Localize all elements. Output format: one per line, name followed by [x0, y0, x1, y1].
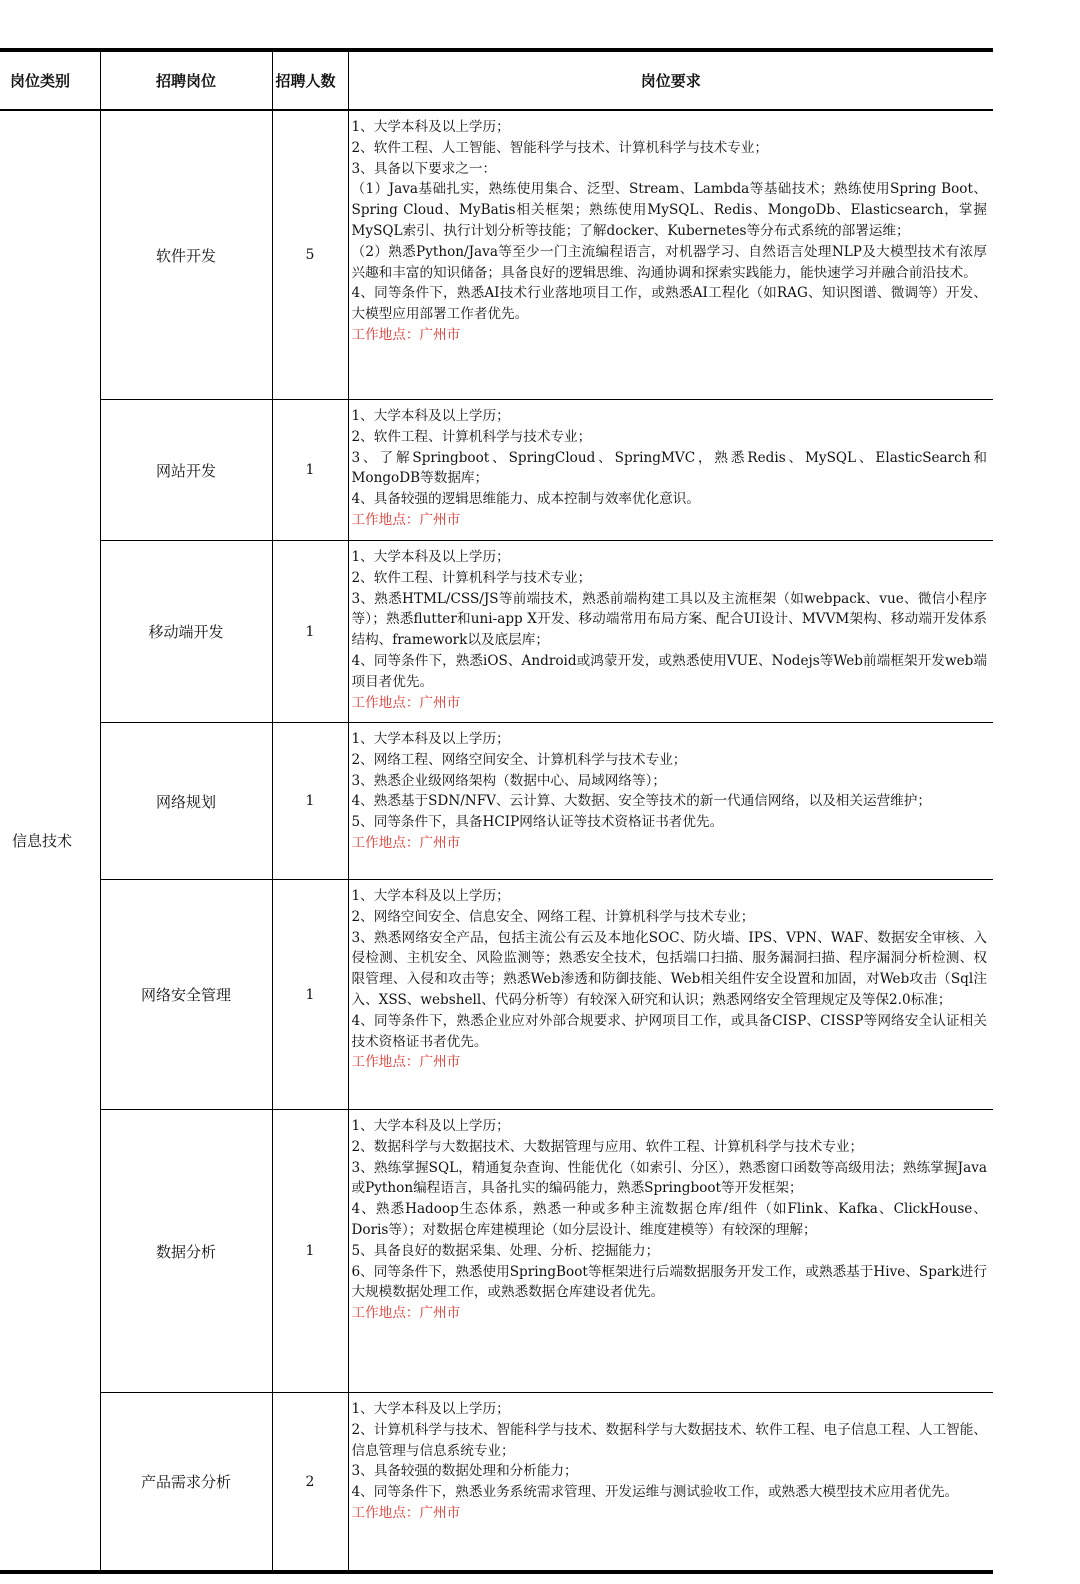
requirement-line: 2、软件工程、计算机科学与技术专业；: [351, 569, 592, 586]
requirement-line: 6、同等条件下，熟悉使用SpringBoot等框架进行后端数据服务开发工作，或熟悉基于Hive、Spark进行大规模数据处理工作，或熟悉数据仓库建设者优先。: [351, 1263, 987, 1301]
requirement-line: 3、具备较强的数据处理和分析能力；: [351, 1463, 578, 1480]
requirement-line: （1）Java基础扎实，熟练使用集合、泛型、Stream、Lambda等基础技术；熟练使用Spring Boot、Spring Cloud、MyBatis相关框架；熟练使用MySQL、Redis、MongoDb、Elasticsearch，掌握MySQL索引、执行计划分析等技能；了解docker、Kubernetes等分布式系统的部署运维；: [351, 181, 987, 239]
position-cell: 网络规划: [100, 723, 272, 880]
requirement-line: 2、软件工程、计算机科学与技术专业；: [351, 428, 592, 445]
position-cell: 网站开发: [100, 400, 272, 541]
work-location: 工作地点：广州市: [351, 511, 461, 528]
work-location: 工作地点：广州市: [351, 694, 461, 711]
category-cell: 信息技术: [0, 110, 100, 1572]
count-cell: 1: [272, 400, 348, 541]
count-cell: 1: [272, 723, 348, 880]
table-row: [0, 1110, 993, 1393]
requirement-line: 1、大学本科及以上学历；: [351, 119, 510, 135]
requirement-line: 4、同等条件下，熟悉AI技术行业落地项目工作，或熟悉AI工程化（如RAG、知识图谱、微调等）开发、大模型应用部署工作者优先。: [351, 285, 987, 323]
count-cell: 2: [272, 1393, 348, 1573]
requirement-line: 3、熟练掌握SQL，精通复杂查询、性能优化（如索引、分区），熟悉窗口函数等高级用法；熟练掌握Java或Python编程语言，具备扎实的编码能力，熟悉Springboot等开发框架；: [351, 1159, 987, 1197]
requirement-line: 5、具备良好的数据采集、处理、分析、挖掘能力；: [351, 1242, 660, 1259]
work-location: 工作地点：广州市: [351, 326, 461, 343]
requirement-line: 1、大学本科及以上学历；: [351, 408, 510, 424]
recruitment-table-wrapper: [0, 48, 993, 1574]
position-cell: 数据分析: [100, 1110, 272, 1393]
table-row: [0, 400, 993, 541]
requirement-line: 4、同等条件下，熟悉企业应对外部合规要求、护网项目工作，或具备CISP、CISSP等网络安全认证相关技术资格证书者优先。: [351, 1012, 987, 1050]
requirement-line: 3、具备以下要求之一：: [351, 160, 497, 177]
requirement-line: 2、软件工程、人工智能、智能科学与技术、计算机科学与技术专业；: [351, 139, 768, 156]
requirement-line: 1、大学本科及以上学历；: [351, 1118, 510, 1134]
requirement-line: 2、网络工程、网络空间安全、计算机科学与技术专业；: [351, 751, 687, 768]
table-row: [0, 723, 993, 880]
header-requirements: 岗位要求: [348, 50, 993, 110]
table-row: [0, 541, 993, 723]
requirements-cell: [348, 880, 993, 1110]
requirement-line: 2、计算机科学与技术、智能科学与技术、数据科学与大数据技术、软件工程、电子信息工程、人工智能、信息管理与信息系统专业；: [351, 1421, 987, 1459]
header-count: 招聘人数: [272, 50, 348, 110]
requirement-line: 3、熟悉HTML/CSS/JS等前端技术，熟悉前端构建工具以及主流框架（如webpack、vue、微信小程序等）；熟悉flutter和uni-app X开发、移动端常用布局方案、配合UI设计、MVVM架构、移动端开发体系结构、framework以及底层库；: [351, 590, 987, 649]
recruitment-table: [0, 48, 993, 1574]
work-location: 工作地点：广州市: [351, 834, 461, 851]
position-cell: 移动端开发: [100, 541, 272, 723]
table-row: [0, 110, 993, 400]
work-location: 工作地点：广州市: [351, 1305, 461, 1322]
table-row: [0, 880, 993, 1110]
count-cell: 1: [272, 1110, 348, 1393]
requirements-cell: [348, 400, 993, 541]
requirements-cell: [348, 541, 993, 723]
requirement-line: 4、同等条件下，熟悉业务系统需求管理、开发运维与测试验收工作，或熟悉大模型技术应用者优先。: [351, 1484, 959, 1501]
requirement-line: 2、网络空间安全、信息安全、网络工程、计算机科学与技术专业；: [351, 908, 755, 925]
position-cell: 网络安全管理: [100, 880, 272, 1110]
requirement-line: 1、大学本科及以上学历；: [351, 888, 510, 904]
header-position: 招聘岗位: [100, 50, 272, 110]
table-header-row: [0, 50, 993, 110]
requirements-cell: [348, 1393, 993, 1573]
requirement-line: 4、同等条件下，熟悉iOS、Android或鸿蒙开发，或熟悉使用VUE、Nodejs等Web前端框架开发web端项目者优先。: [351, 652, 987, 690]
requirements-cell: [348, 110, 993, 400]
position-cell: 产品需求分析: [100, 1393, 272, 1573]
requirement-line: 1、大学本科及以上学历；: [351, 731, 510, 747]
count-cell: 1: [272, 541, 348, 723]
requirement-line: 4、具备较强的逻辑思维能力、成本控制与效率优化意识。: [351, 491, 700, 508]
requirement-line: （2）熟悉Python/Java等至少一门主流编程语言，对机器学习、自然语言处理NLP及大模型技术有浓厚兴趣和丰富的知识储备；具备良好的逻辑思维、沟通协调和探索实践能力，能快速学习并融合前沿技术。: [351, 243, 987, 281]
position-cell: 软件开发: [100, 110, 272, 400]
requirement-line: 3、熟悉企业级网络架构（数据中心、局域网络等）；: [351, 772, 667, 789]
requirements-cell: [348, 723, 993, 880]
requirement-line: 5、同等条件下，具备HCIP网络认证等技术资格证书者优先。: [351, 814, 724, 831]
requirement-line: 1、大学本科及以上学历；: [351, 549, 510, 565]
table-row: [0, 1393, 993, 1573]
requirements-cell: [348, 1110, 993, 1393]
work-location: 工作地点：广州市: [351, 1054, 461, 1071]
requirement-line: 1、大学本科及以上学历；: [351, 1401, 510, 1417]
count-cell: 5: [272, 110, 348, 400]
requirement-line: 4、熟悉Hadoop生态体系，熟悉一种或多种主流数据仓库/组件（如Flink、Kafka、ClickHouse、Doris等）；对数据仓库建模理论（如分层设计、维度建模等）有较深的理解；: [351, 1201, 987, 1238]
header-category: 岗位类别: [0, 50, 100, 110]
count-cell: 1: [272, 880, 348, 1110]
requirement-line: 2、数据科学与大数据技术、大数据管理与应用、软件工程、计算机科学与技术专业；: [351, 1138, 864, 1155]
requirement-line: 3、熟悉网络安全产品，包括主流公有云及本地化SOC、防火墙、IPS、VPN、WAF、数据安全审核、入侵检测、主机安全、风险监测等；熟悉安全技术，包括端口扫描、服务漏洞扫描、程序漏洞分析检测、权限管理、入侵和攻击等；熟悉Web渗透和防御技能、Web相关组件安全设置和加固，对Web攻击（Sql注入、XSS、webshell、代码分析等）有较深入研究和认识；熟悉网络安全管理规定及等保2.0标准；: [351, 929, 987, 1008]
requirement-line: 4、熟悉基于SDN/NFV、云计算、大数据、安全等技术的新一代通信网络，以及相关运营维护；: [351, 793, 931, 810]
requirement-line: 3、了解Springboot、SpringCloud、SpringMVC，熟悉Redis、MySQL、ElasticSearch和MongoDB等数据库；: [351, 449, 987, 487]
work-location: 工作地点：广州市: [351, 1504, 461, 1521]
